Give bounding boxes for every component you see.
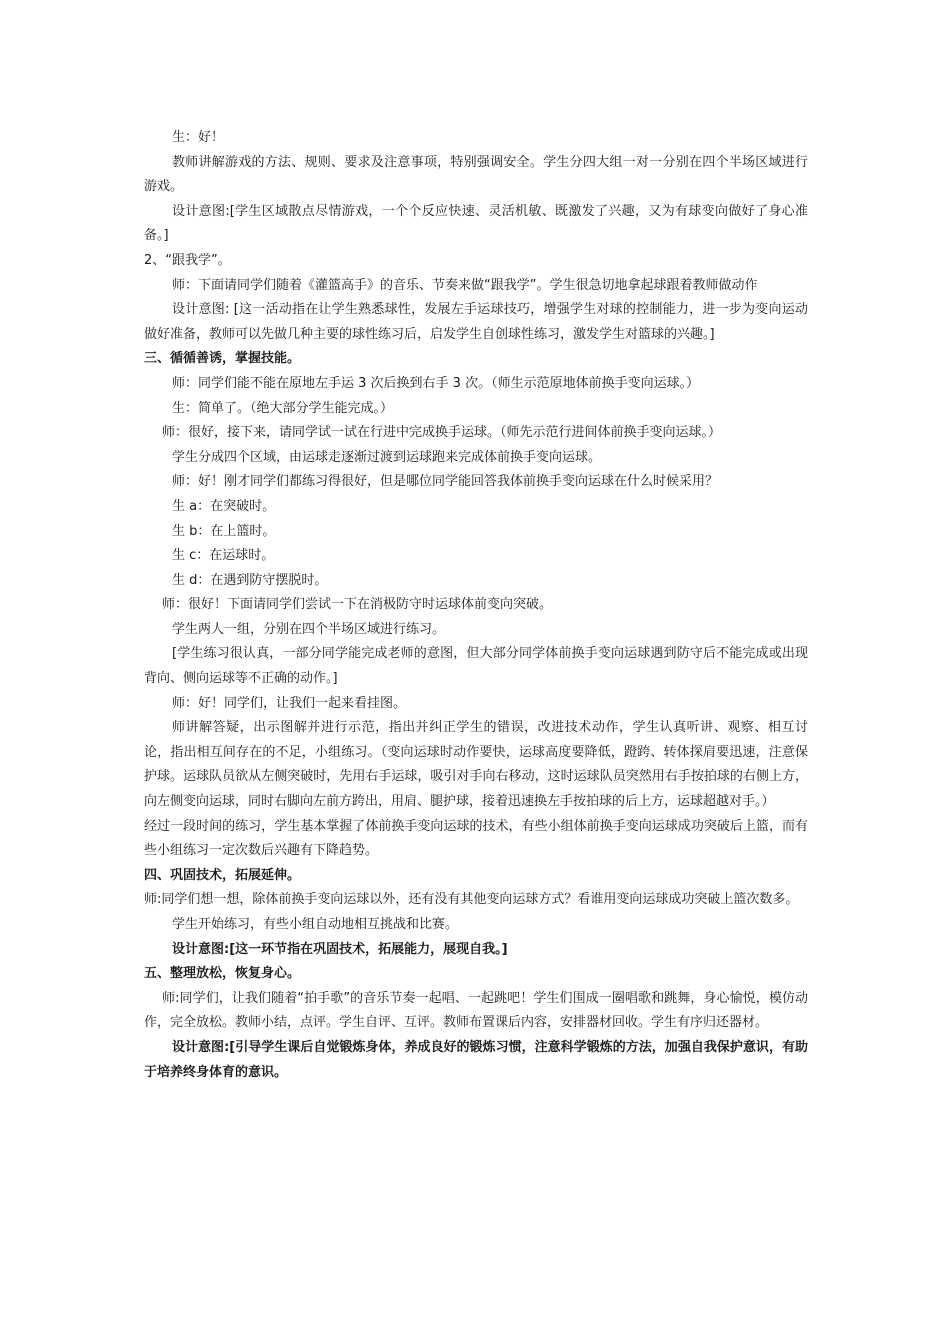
paragraph: 生 d：在遇到防守摆脱时。 [172,572,328,588]
paragraph: 师：下面请同学们随着《灌篮高手》的音乐、节奏来做“跟我学”。学生很急切地拿起球跟着教师做动作 [172,277,758,293]
paragraph: 生：好！ [172,130,225,145]
paragraph: 生 a：在突破时。 [172,498,276,514]
section-heading: 四、巩固技术，拓展延伸。 [144,867,301,883]
paragraph: 师：好！同学们，让我们一起来看挂图。 [172,695,407,711]
paragraph: 师：很好，接下来，请同学试一试在行进中完成换手运球。（师先示范行进间体前换手变向运球。） [162,425,722,441]
paragraph: 学生分成四个区域，由运球走逐渐过渡到运球跑来完成体前换手变向运球。 [172,449,602,465]
paragraph: 生 c：在运球时。 [172,548,275,564]
document-body [144,126,808,1085]
section-heading: 五、整理放松，恢复身心。 [144,966,301,982]
paragraph: 学生开始练习，有些小组自动地相互挑战和比赛。 [172,917,459,932]
paragraph: 师：同学们能不能在原地左手运 3 次后换到右手 3 次。（师生示范原地体前换手变向运球。） [172,375,700,391]
paragraph: 设计意图:[学生区域散点尽情游戏，一个个反应快速、灵活机敏、既激发了兴趣，又为有球变向做好了身心准备。] [144,203,808,244]
paragraph: [学生练习很认真，一部分同学能完成老师的意图，但大部分同学体前换手变向运球遇到防守后不能完成或出现背向、侧向运球等不正确的动作。] [144,646,808,687]
paragraph: 师:同学们，让我们随着“拍手歌”的音乐节奏一起唱、一起跳吧！学生们围成一圈唱歌和跳舞，身心愉悦，模仿动作，完全放松。教师小结，点评。学生自评、互评。教师布置课后内容，安排器材回收。学生有序归还器材。 [144,990,808,1031]
paragraph: 2、“跟我学”。 [144,252,231,268]
paragraph: 师讲解答疑，出示图解并进行示范，指出并纠正学生的错误，改进技术动作，学生认真听讲、观察、相互讨论，指出相互间存在的不足，小组练习。（变向运球时动作要快，运球高度要降低，蹬跨、转体探肩要迅速，注意保护球。运球队员欲从左侧突破时，先用右手运球，吸引对手向右移动，这时运球队员突然用右手按拍球的右侧上方，向左侧变向运球，同时右脚向左前方跨出，用肩、腿护球，接着迅速换左手按拍球的后上方，运球超越对手。） [144,720,808,810]
paragraph: 师：好！刚才同学们都练习得很好，但是哪位同学能回答我体前换手变向运球在什么时候采用？ [172,474,719,490]
design-intent: 设计意图:[这一环节指在巩固技术，拓展能力，展现自我。] [172,941,508,957]
paragraph: 师：很好！下面请同学们尝试一下在消极防守时运球体前变向突破。 [162,597,553,613]
design-intent: 设计意图:[引导学生课后自觉锻炼身体，养成良好的锻炼习惯，注意科学锻炼的方法，加强自我保护意识，有助于培养终身体育的意识。 [144,1039,808,1080]
paragraph: 学生两人一组，分别在四个半场区域进行练习。 [172,621,446,637]
paragraph: 设计意图: [这一活动指在让学生熟悉球性，发展左手运球技巧，增强学生对球的控制能力，进一步为变向运动做好准备，教师可以先做几种主要的球性练习后，启发学生自创球性练习，激发学生对篮球的兴趣。] [144,302,808,342]
paragraph: 生 b：在上篮时。 [172,523,276,539]
paragraph: 生：简单了。（绝大部分学生能完成。） [172,400,394,416]
paragraph: 经过一段时间的练习，学生基本掌握了体前换手变向运球的技术，有些小组体前换手变向运球成功突破后上篮，而有些小组练习一定次数后兴趣有下降趋势。 [144,818,808,859]
paragraph: 师:同学们想一想，除体前换手变向运球以外，还有没有其他变向运球方式？看谁用变向运球成功突破上篮次数多。 [144,892,799,908]
paragraph: 教师讲解游戏的方法、规则、要求及注意事项，特别强调安全。学生分四大组一对一分别在四个半场区域进行游戏。 [144,154,808,195]
section-heading: 三、循循善诱，掌握技能。 [144,351,301,367]
